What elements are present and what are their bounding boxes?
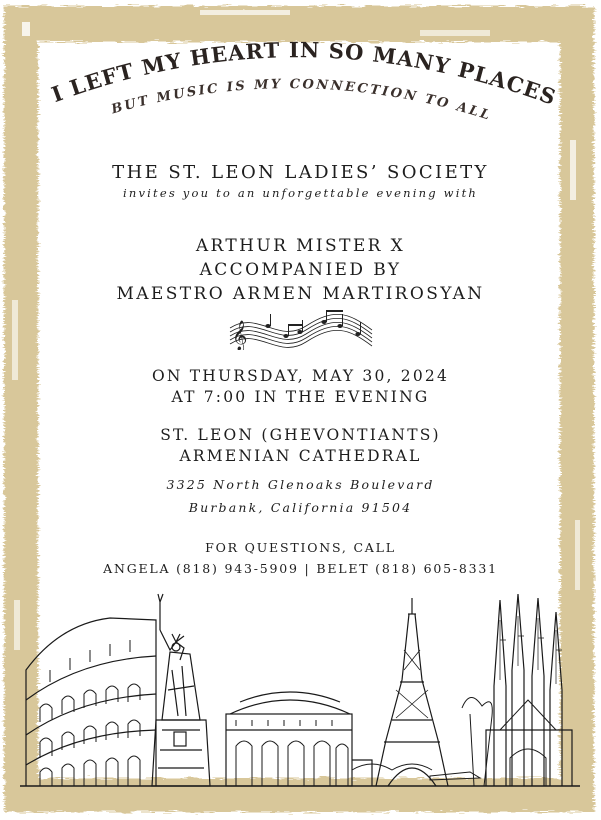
host-name: THE ST. LEON LADIES’ SOCIETY: [112, 162, 489, 183]
event-time: AT 7:00 IN THE EVENING: [171, 388, 430, 406]
arched-title: [0, 0, 601, 140]
statue-of-liberty-icon: [152, 594, 210, 786]
venue-name: [0, 425, 601, 467]
title-line-1: I LEFT MY HEART IN SO MANY PLACES: [48, 37, 560, 111]
eiffel-tower-icon: [376, 598, 448, 786]
svg-text:𝄞: 𝄞: [232, 321, 248, 350]
city-address: Burbank, California 91504: [188, 500, 413, 515]
contact-heading: FOR QUESTIONS, CALL: [205, 540, 396, 555]
performer-name: ARTHUR MISTER X: [195, 236, 406, 256]
event-date: ON THURSDAY, MAY 30, 2024: [151, 367, 450, 385]
invite-line: invites you to an unforgettable evening with: [122, 186, 479, 200]
colosseum-icon: [26, 618, 156, 786]
venue-line-2: ARMENIAN CATHEDRAL: [179, 447, 422, 465]
maestro-name: MAESTRO ARMEN MARTIROSYAN: [116, 284, 485, 304]
music-staff-icon: [228, 308, 374, 350]
contact-phones: ANGELA (818) 943-5909 | BELET (818) 605-8331: [103, 561, 498, 576]
title-line-2: BUT MUSIC IS MY CONNECTION TO ALL: [109, 77, 494, 124]
landmarks-skyline: [0, 590, 601, 795]
street-address: 3325 North Glenoaks Boulevard: [166, 477, 435, 492]
venue-line-1: ST. LEON (GHEVONTIANTS): [160, 426, 441, 444]
performers: [0, 234, 601, 306]
event-datetime: [0, 366, 601, 408]
accompanied-by: ACCOMPANIED BY: [199, 260, 402, 280]
opera-house-icon: [226, 692, 372, 786]
contact-info: [0, 537, 601, 579]
sagrada-familia-icon: [486, 594, 572, 786]
venue-address: [0, 473, 601, 519]
